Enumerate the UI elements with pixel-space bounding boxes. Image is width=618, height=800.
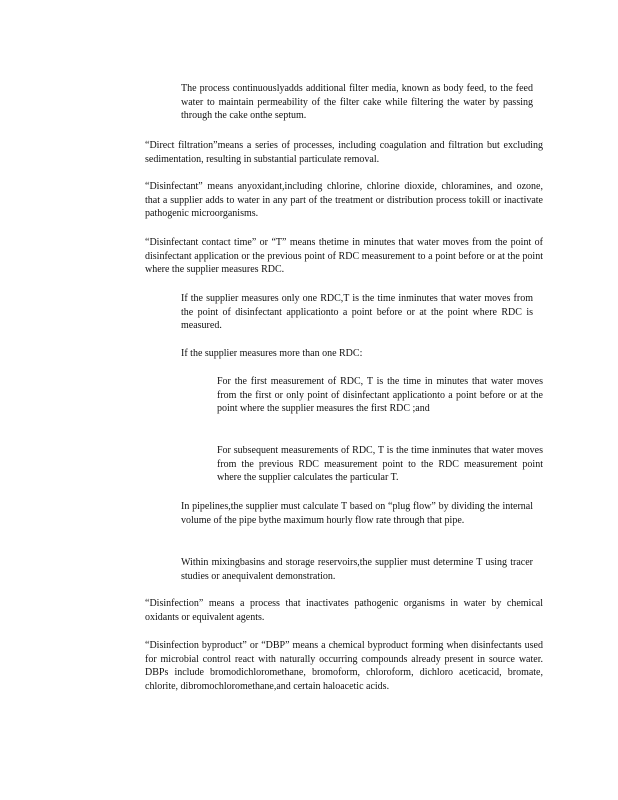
- definition-disinfection: “Disinfection” means a process that inactivates pathogenic organisms in water by chemical oxidants or equivalent agents.: [145, 598, 543, 623]
- mixing-basins-paragraph: Within mixingbasins and storage reservoirs,the supplier must determine T using tracer studies or anequivalent demonstration.: [181, 557, 533, 582]
- body-feed-paragraph: The process continuouslyadds additional filter media, known as body feed, to the feed water to maintain permeability of the filter cake while filtering the water by passing through the cake onthe septum.: [181, 83, 533, 122]
- one-rdc-paragraph: If the supplier measures only one RDC,T is the time inminutes that water moves from the point of disinfectant applicationto a point before or at the point where RDC is measured.: [181, 293, 533, 332]
- pipelines-paragraph: In pipelines,the supplier must calculate T based on “plug flow” by dividing the internal volume of the pipe bythe maximum hourly flow rate through that pipe.: [181, 501, 533, 526]
- definition-disinfection-byproduct: “Disinfection byproduct” or “DBP” means a chemical byproduct forming when disinfectants used for microbial control react with naturally occurring compounds already present in source water. DBPs include bromodichloromethane, bromoform, chloroform, dichloro aceticacid, bromate, chlorite, dibromochloromethane,and certain haloacetic acids.: [145, 640, 543, 692]
- first-measurement-paragraph: For the first measurement of RDC, T is the time in minutes that water moves from the first or only point of disinfectant applicationto a point before or at the point where the supplier measures the first RDC ;and: [217, 376, 543, 415]
- more-than-one-rdc-paragraph: If the supplier measures more than one RDC:: [181, 348, 363, 359]
- definition-disinfectant: “Disinfectant” means anyoxidant,including chlorine, chlorine dioxide, chloramines, and ozone, that a supplier adds to water in any part of the treatment or distribution process tokill or inactivate pathogenic microorganisms.: [145, 181, 543, 220]
- definition-disinfectant-contact-time: “Disinfectant contact time” or “T” means thetime in minutes that water moves from the point of disinfectant application or the previous point of RDC measurement to a point before or at the point where the supplier measures RDC.: [145, 237, 543, 276]
- subsequent-measurements-paragraph: For subsequent measurements of RDC, T is the time inminutes that water moves from the previous RDC measurement point to the RDC measurement point where the supplier calculates the particular T.: [217, 445, 543, 484]
- definition-direct-filtration: “Direct filtration”means a series of processes, including coagulation and filtration but excluding sedimentation, resulting in substantial particulate removal.: [145, 140, 543, 165]
